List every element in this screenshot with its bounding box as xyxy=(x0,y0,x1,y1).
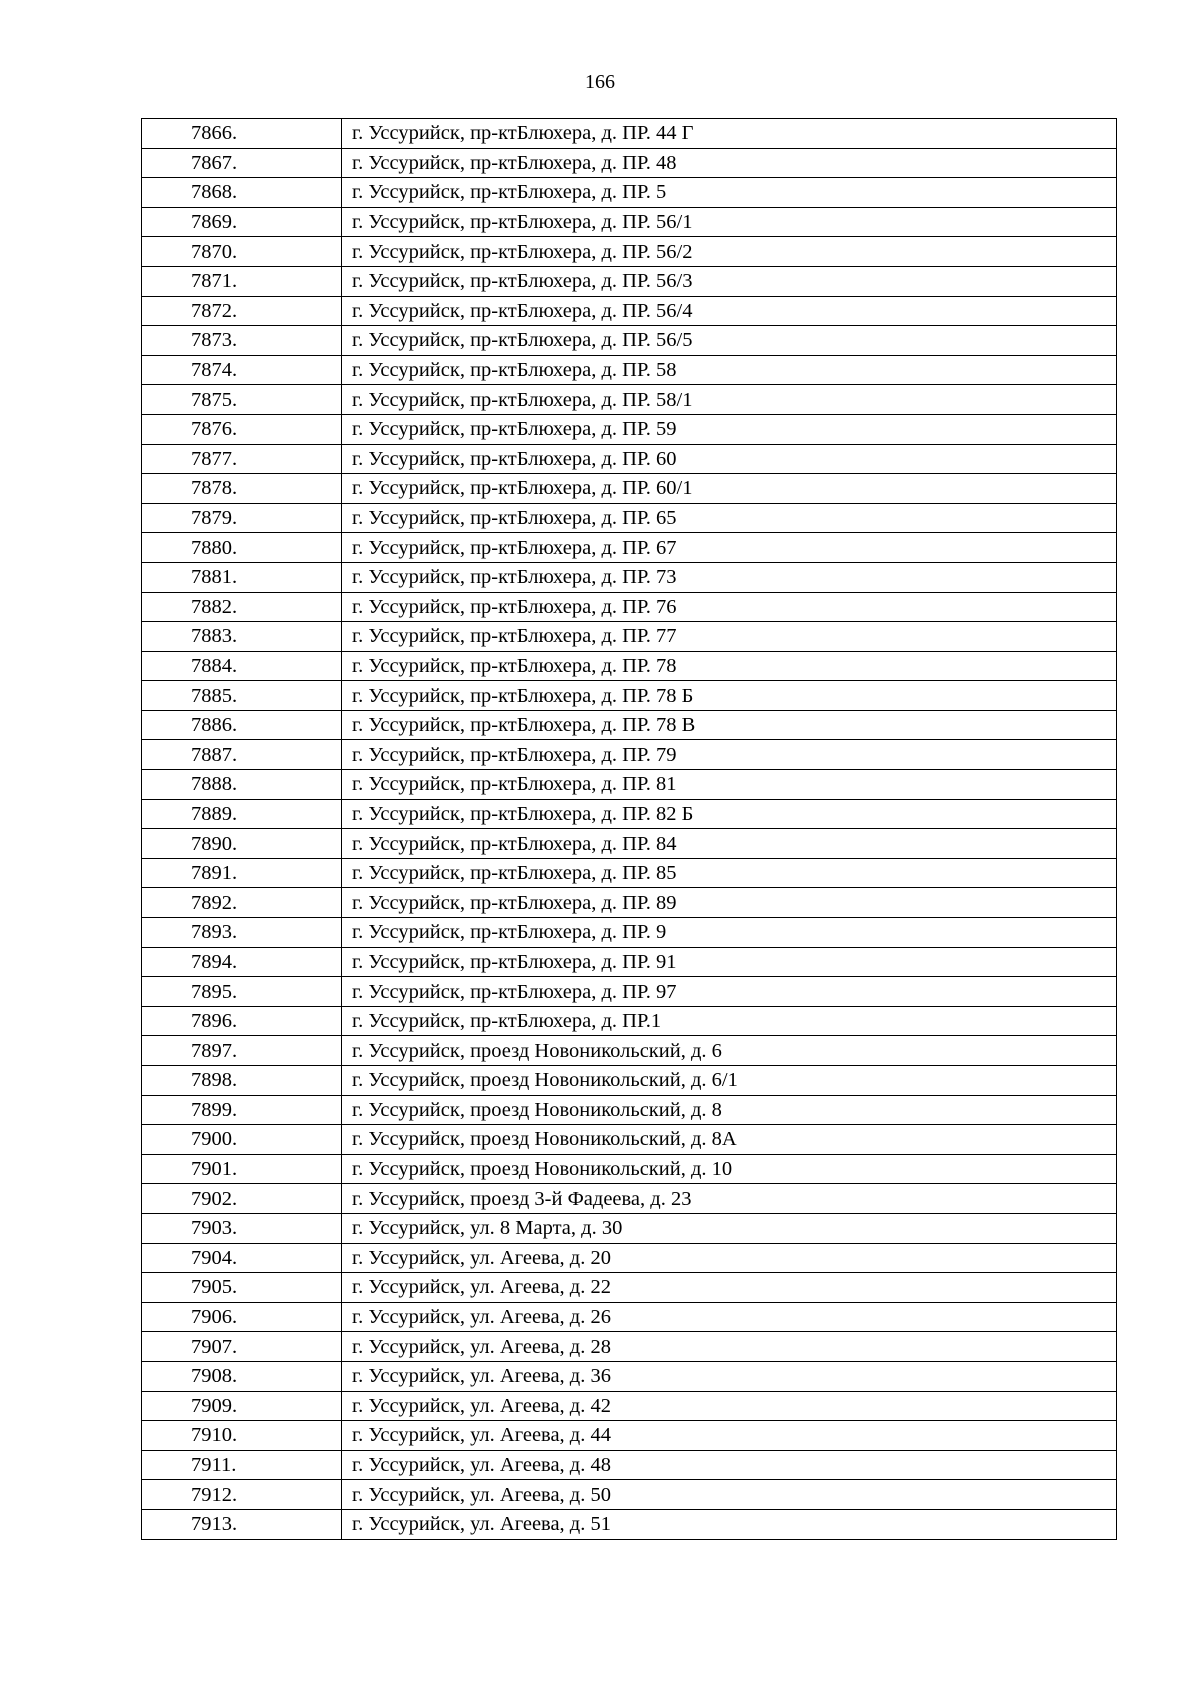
address-cell: г. Уссурийск, пр-ктБлюхера, д. ПР. 48 xyxy=(342,148,1117,178)
address-cell: г. Уссурийск, проезд Новоникольский, д. 6 xyxy=(342,1036,1117,1066)
table-row xyxy=(142,622,1117,652)
row-number-cell: 7887. xyxy=(142,740,342,770)
table-row xyxy=(142,326,1117,356)
address-cell: г. Уссурийск, проезд Новоникольский, д. 8 xyxy=(342,1095,1117,1125)
row-number-cell: 7885. xyxy=(142,681,342,711)
row-number-cell: 7891. xyxy=(142,858,342,888)
row-number-cell: 7904. xyxy=(142,1243,342,1273)
table-row xyxy=(142,1006,1117,1036)
table-row xyxy=(142,681,1117,711)
table-row xyxy=(142,770,1117,800)
row-number-cell: 7895. xyxy=(142,977,342,1007)
table-row xyxy=(142,503,1117,533)
row-number-cell: 7901. xyxy=(142,1154,342,1184)
table-row xyxy=(142,474,1117,504)
row-number-cell: 7874. xyxy=(142,355,342,385)
row-number-cell: 7888. xyxy=(142,770,342,800)
table-row xyxy=(142,1213,1117,1243)
address-cell: г. Уссурийск, пр-ктБлюхера, д. ПР. 44 Г xyxy=(342,119,1117,149)
address-cell: г. Уссурийск, ул. Агеева, д. 51 xyxy=(342,1509,1117,1539)
table-row xyxy=(142,592,1117,622)
table-row xyxy=(142,1273,1117,1303)
address-cell: г. Уссурийск, пр-ктБлюхера, д. ПР. 58 xyxy=(342,355,1117,385)
address-cell: г. Уссурийск, пр-ктБлюхера, д. ПР. 97 xyxy=(342,977,1117,1007)
address-cell: г. Уссурийск, пр-ктБлюхера, д. ПР. 79 xyxy=(342,740,1117,770)
address-cell: г. Уссурийск, пр-ктБлюхера, д. ПР. 56/4 xyxy=(342,296,1117,326)
address-cell: г. Уссурийск, пр-ктБлюхера, д. ПР. 73 xyxy=(342,562,1117,592)
address-cell: г. Уссурийск, пр-ктБлюхера, д. ПР. 78 Б xyxy=(342,681,1117,711)
row-number-cell: 7867. xyxy=(142,148,342,178)
address-cell: г. Уссурийск, проезд Новоникольский, д. 10 xyxy=(342,1154,1117,1184)
table-row xyxy=(142,918,1117,948)
row-number-cell: 7883. xyxy=(142,622,342,652)
address-cell: г. Уссурийск, пр-ктБлюхера, д. ПР. 78 В xyxy=(342,710,1117,740)
address-cell: г. Уссурийск, пр-ктБлюхера, д. ПР. 85 xyxy=(342,858,1117,888)
row-number-cell: 7900. xyxy=(142,1125,342,1155)
row-number-cell: 7873. xyxy=(142,326,342,356)
row-number-cell: 7902. xyxy=(142,1184,342,1214)
row-number-cell: 7909. xyxy=(142,1391,342,1421)
address-cell: г. Уссурийск, ул. Агеева, д. 42 xyxy=(342,1391,1117,1421)
row-number-cell: 7871. xyxy=(142,266,342,296)
address-cell: г. Уссурийск, ул. Агеева, д. 48 xyxy=(342,1450,1117,1480)
row-number-cell: 7893. xyxy=(142,918,342,948)
row-number-cell: 7898. xyxy=(142,1066,342,1096)
row-number-cell: 7912. xyxy=(142,1480,342,1510)
row-number-cell: 7872. xyxy=(142,296,342,326)
address-cell: г. Уссурийск, пр-ктБлюхера, д. ПР. 58/1 xyxy=(342,385,1117,415)
address-cell: г. Уссурийск, ул. Агеева, д. 28 xyxy=(342,1332,1117,1362)
row-number-cell: 7892. xyxy=(142,888,342,918)
address-cell: г. Уссурийск, пр-ктБлюхера, д. ПР. 67 xyxy=(342,533,1117,563)
address-cell: г. Уссурийск, пр-ктБлюхера, д. ПР. 65 xyxy=(342,503,1117,533)
address-cell: г. Уссурийск, ул. Агеева, д. 26 xyxy=(342,1302,1117,1332)
table-row xyxy=(142,710,1117,740)
row-number-cell: 7906. xyxy=(142,1302,342,1332)
address-cell: г. Уссурийск, пр-ктБлюхера, д. ПР. 82 Б xyxy=(342,799,1117,829)
address-cell: г. Уссурийск, ул. Агеева, д. 22 xyxy=(342,1273,1117,1303)
table-row xyxy=(142,562,1117,592)
table-row xyxy=(142,178,1117,208)
table-row xyxy=(142,888,1117,918)
table-row xyxy=(142,533,1117,563)
row-number-cell: 7889. xyxy=(142,799,342,829)
row-number-cell: 7910. xyxy=(142,1421,342,1451)
address-cell: г. Уссурийск, проезд Новоникольский, д. 6/1 xyxy=(342,1066,1117,1096)
row-number-cell: 7894. xyxy=(142,947,342,977)
page-number: 166 xyxy=(585,71,615,93)
table-row xyxy=(142,1421,1117,1451)
table-row xyxy=(142,1095,1117,1125)
row-number-cell: 7908. xyxy=(142,1361,342,1391)
address-cell: г. Уссурийск, пр-ктБлюхера, д. ПР. 60 xyxy=(342,444,1117,474)
row-number-cell: 7882. xyxy=(142,592,342,622)
address-cell: г. Уссурийск, пр-ктБлюхера, д. ПР. 76 xyxy=(342,592,1117,622)
table-row xyxy=(142,148,1117,178)
row-number-cell: 7876. xyxy=(142,414,342,444)
table-row xyxy=(142,1509,1117,1539)
table-row xyxy=(142,829,1117,859)
table-row xyxy=(142,1184,1117,1214)
address-cell: г. Уссурийск, пр-ктБлюхера, д. ПР. 56/1 xyxy=(342,207,1117,237)
row-number-cell: 7903. xyxy=(142,1213,342,1243)
table-row xyxy=(142,444,1117,474)
table-row xyxy=(142,977,1117,1007)
table-row xyxy=(142,355,1117,385)
address-cell: г. Уссурийск, ул. Агеева, д. 36 xyxy=(342,1361,1117,1391)
row-number-cell: 7907. xyxy=(142,1332,342,1362)
address-cell: г. Уссурийск, пр-ктБлюхера, д. ПР. 81 xyxy=(342,770,1117,800)
table-row xyxy=(142,266,1117,296)
row-number-cell: 7905. xyxy=(142,1273,342,1303)
address-cell: г. Уссурийск, пр-ктБлюхера, д. ПР. 56/3 xyxy=(342,266,1117,296)
address-cell: г. Уссурийск, проезд Новоникольский, д. 8А xyxy=(342,1125,1117,1155)
row-number-cell: 7868. xyxy=(142,178,342,208)
table-row xyxy=(142,1154,1117,1184)
table-row xyxy=(142,1066,1117,1096)
address-cell: г. Уссурийск, пр-ктБлюхера, д. ПР. 56/2 xyxy=(342,237,1117,267)
address-cell: г. Уссурийск, ул. Агеева, д. 20 xyxy=(342,1243,1117,1273)
table-row xyxy=(142,237,1117,267)
address-cell: г. Уссурийск, пр-ктБлюхера, д. ПР. 84 xyxy=(342,829,1117,859)
address-cell: г. Уссурийск, ул. 8 Марта, д. 30 xyxy=(342,1213,1117,1243)
address-cell: г. Уссурийск, ул. Агеева, д. 50 xyxy=(342,1480,1117,1510)
table-row xyxy=(142,799,1117,829)
row-number-cell: 7869. xyxy=(142,207,342,237)
table-row xyxy=(142,414,1117,444)
table-row xyxy=(142,1243,1117,1273)
row-number-cell: 7877. xyxy=(142,444,342,474)
row-number-cell: 7896. xyxy=(142,1006,342,1036)
address-cell: г. Уссурийск, пр-ктБлюхера, д. ПР. 9 xyxy=(342,918,1117,948)
row-number-cell: 7886. xyxy=(142,710,342,740)
row-number-cell: 7897. xyxy=(142,1036,342,1066)
table-row xyxy=(142,296,1117,326)
table-row xyxy=(142,1125,1117,1155)
table-row xyxy=(142,858,1117,888)
address-cell: г. Уссурийск, пр-ктБлюхера, д. ПР. 91 xyxy=(342,947,1117,977)
row-number-cell: 7878. xyxy=(142,474,342,504)
table-row xyxy=(142,207,1117,237)
table-row xyxy=(142,1036,1117,1066)
table-row xyxy=(142,1450,1117,1480)
address-cell: г. Уссурийск, пр-ктБлюхера, д. ПР. 59 xyxy=(342,414,1117,444)
table-row xyxy=(142,119,1117,149)
table-row xyxy=(142,740,1117,770)
address-cell: г. Уссурийск, пр-ктБлюхера, д. ПР. 60/1 xyxy=(342,474,1117,504)
row-number-cell: 7884. xyxy=(142,651,342,681)
row-number-cell: 7880. xyxy=(142,533,342,563)
address-cell: г. Уссурийск, пр-ктБлюхера, д. ПР. 5 xyxy=(342,178,1117,208)
table-row xyxy=(142,1302,1117,1332)
row-number-cell: 7890. xyxy=(142,829,342,859)
row-number-cell: 7913. xyxy=(142,1509,342,1539)
address-cell: г. Уссурийск, пр-ктБлюхера, д. ПР. 78 xyxy=(342,651,1117,681)
address-cell: г. Уссурийск, пр-ктБлюхера, д. ПР. 56/5 xyxy=(342,326,1117,356)
address-cell: г. Уссурийск, ул. Агеева, д. 44 xyxy=(342,1421,1117,1451)
table-row xyxy=(142,1480,1117,1510)
address-table xyxy=(141,118,1117,1540)
row-number-cell: 7870. xyxy=(142,237,342,267)
table-row xyxy=(142,1332,1117,1362)
row-number-cell: 7866. xyxy=(142,119,342,149)
address-cell: г. Уссурийск, пр-ктБлюхера, д. ПР. 77 xyxy=(342,622,1117,652)
table-row xyxy=(142,385,1117,415)
row-number-cell: 7875. xyxy=(142,385,342,415)
row-number-cell: 7899. xyxy=(142,1095,342,1125)
row-number-cell: 7879. xyxy=(142,503,342,533)
table-row xyxy=(142,947,1117,977)
address-table-body xyxy=(142,119,1117,1540)
address-cell: г. Уссурийск, проезд 3-й Фадеева, д. 23 xyxy=(342,1184,1117,1214)
address-cell: г. Уссурийск, пр-ктБлюхера, д. ПР.1 xyxy=(342,1006,1117,1036)
table-row xyxy=(142,1361,1117,1391)
table-row xyxy=(142,651,1117,681)
row-number-cell: 7911. xyxy=(142,1450,342,1480)
address-cell: г. Уссурийск, пр-ктБлюхера, д. ПР. 89 xyxy=(342,888,1117,918)
row-number-cell: 7881. xyxy=(142,562,342,592)
table-row xyxy=(142,1391,1117,1421)
